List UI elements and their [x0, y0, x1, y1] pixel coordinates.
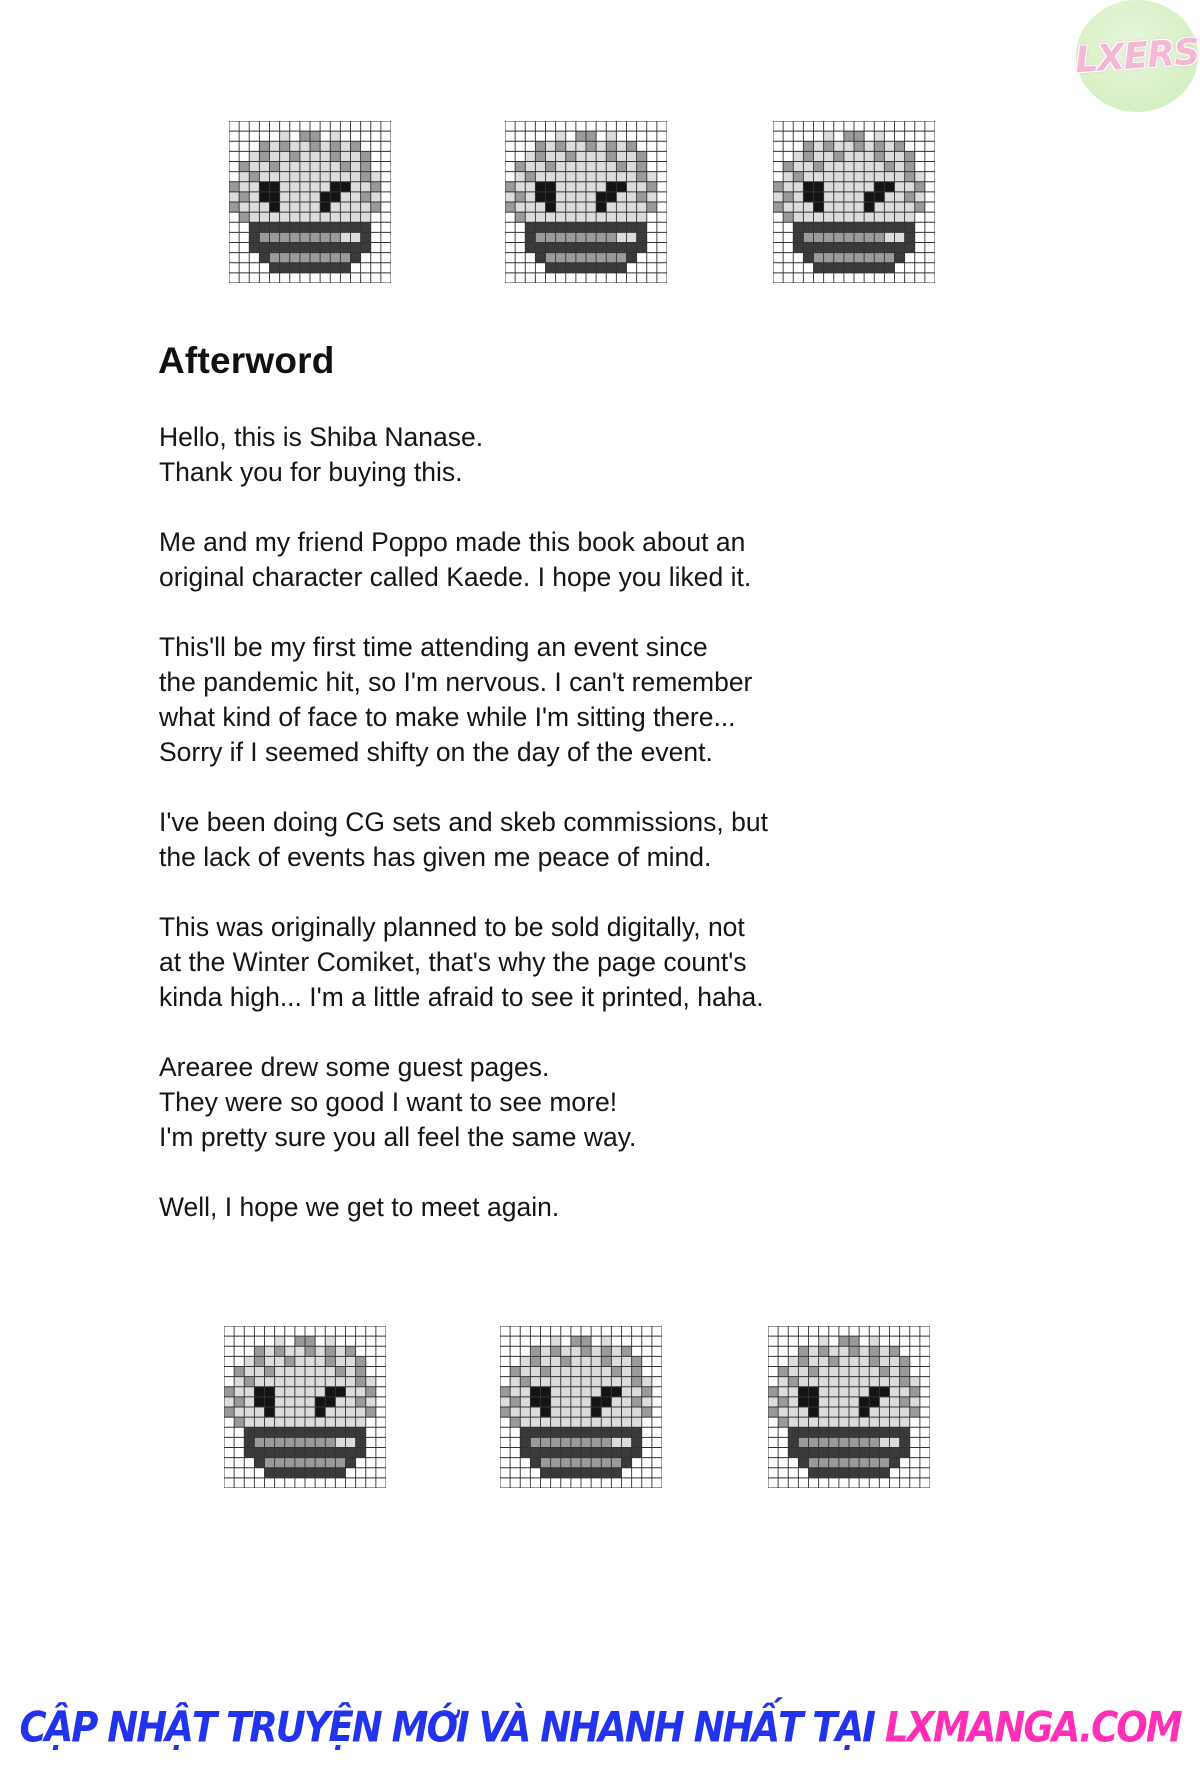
- paragraph: [159, 630, 919, 770]
- footer-banner-text: [19, 1703, 1180, 1751]
- text-line: what kind of face to make while I'm sitting there...: [159, 702, 736, 732]
- text-line: at the Winter Comiket, that's why the page count's: [159, 947, 747, 977]
- text-line: the pandemic hit, so I'm nervous. I can't remember: [159, 667, 753, 697]
- text-line: Thank you for buying this.: [159, 457, 463, 487]
- text-line: Sorry if I seemed shifty on the day of the event.: [159, 737, 713, 767]
- watermark-text: LXERS: [1073, 31, 1200, 81]
- text-line: Me and my friend Poppo made this book about an: [159, 527, 746, 557]
- page-title: Afterword: [158, 340, 335, 381]
- bottom-icon-row: [0, 1326, 1200, 1488]
- text-line: This'll be my first time attending an event since: [159, 632, 708, 662]
- text-line: Arearee drew some guest pages.: [159, 1052, 550, 1082]
- paragraph: [159, 910, 919, 1015]
- pixel-face-icon: [229, 121, 391, 283]
- text-line: I've been doing CG sets and skeb commissions, but: [159, 807, 768, 837]
- paragraph: [159, 1050, 919, 1155]
- pixel-face-icon: [768, 1326, 930, 1488]
- text-line: kinda high... I'm a little afraid to see it printed, haha.: [159, 982, 764, 1012]
- pixel-face-icon: [500, 1326, 662, 1488]
- text-line: Well, I hope we get to meet again.: [159, 1192, 560, 1222]
- paragraph: [159, 1190, 919, 1225]
- pixel-face-icon: [224, 1326, 386, 1488]
- pixel-face-icon: [505, 121, 667, 283]
- text-line: Hello, this is Shiba Nanase.: [159, 422, 484, 452]
- paragraph: [159, 805, 919, 875]
- text-line: They were so good I want to see more!: [159, 1087, 618, 1117]
- pixel-face-icon: [773, 121, 935, 283]
- text-line: I'm pretty sure you all feel the same way.: [159, 1122, 637, 1152]
- paragraph: [159, 525, 919, 595]
- text-line: original character called Kaede. I hope you liked it.: [159, 562, 752, 592]
- footer-main-text: CẬP NHẬT TRUYỆN MỚI VÀ NHANH NHẤT TẠI: [19, 1703, 885, 1752]
- text-line: the lack of events has given me peace of mind.: [159, 842, 712, 872]
- footer-banner: [0, 1703, 1200, 1752]
- text-line: This was originally planned to be sold digitally, not: [159, 912, 745, 942]
- top-icon-row: [0, 121, 1200, 283]
- lxers-watermark-badge: [1073, 0, 1200, 112]
- afterword-body: [159, 420, 919, 1260]
- paragraph: [159, 420, 919, 490]
- footer-site-link[interactable]: LXMANGA.COM: [884, 1703, 1181, 1752]
